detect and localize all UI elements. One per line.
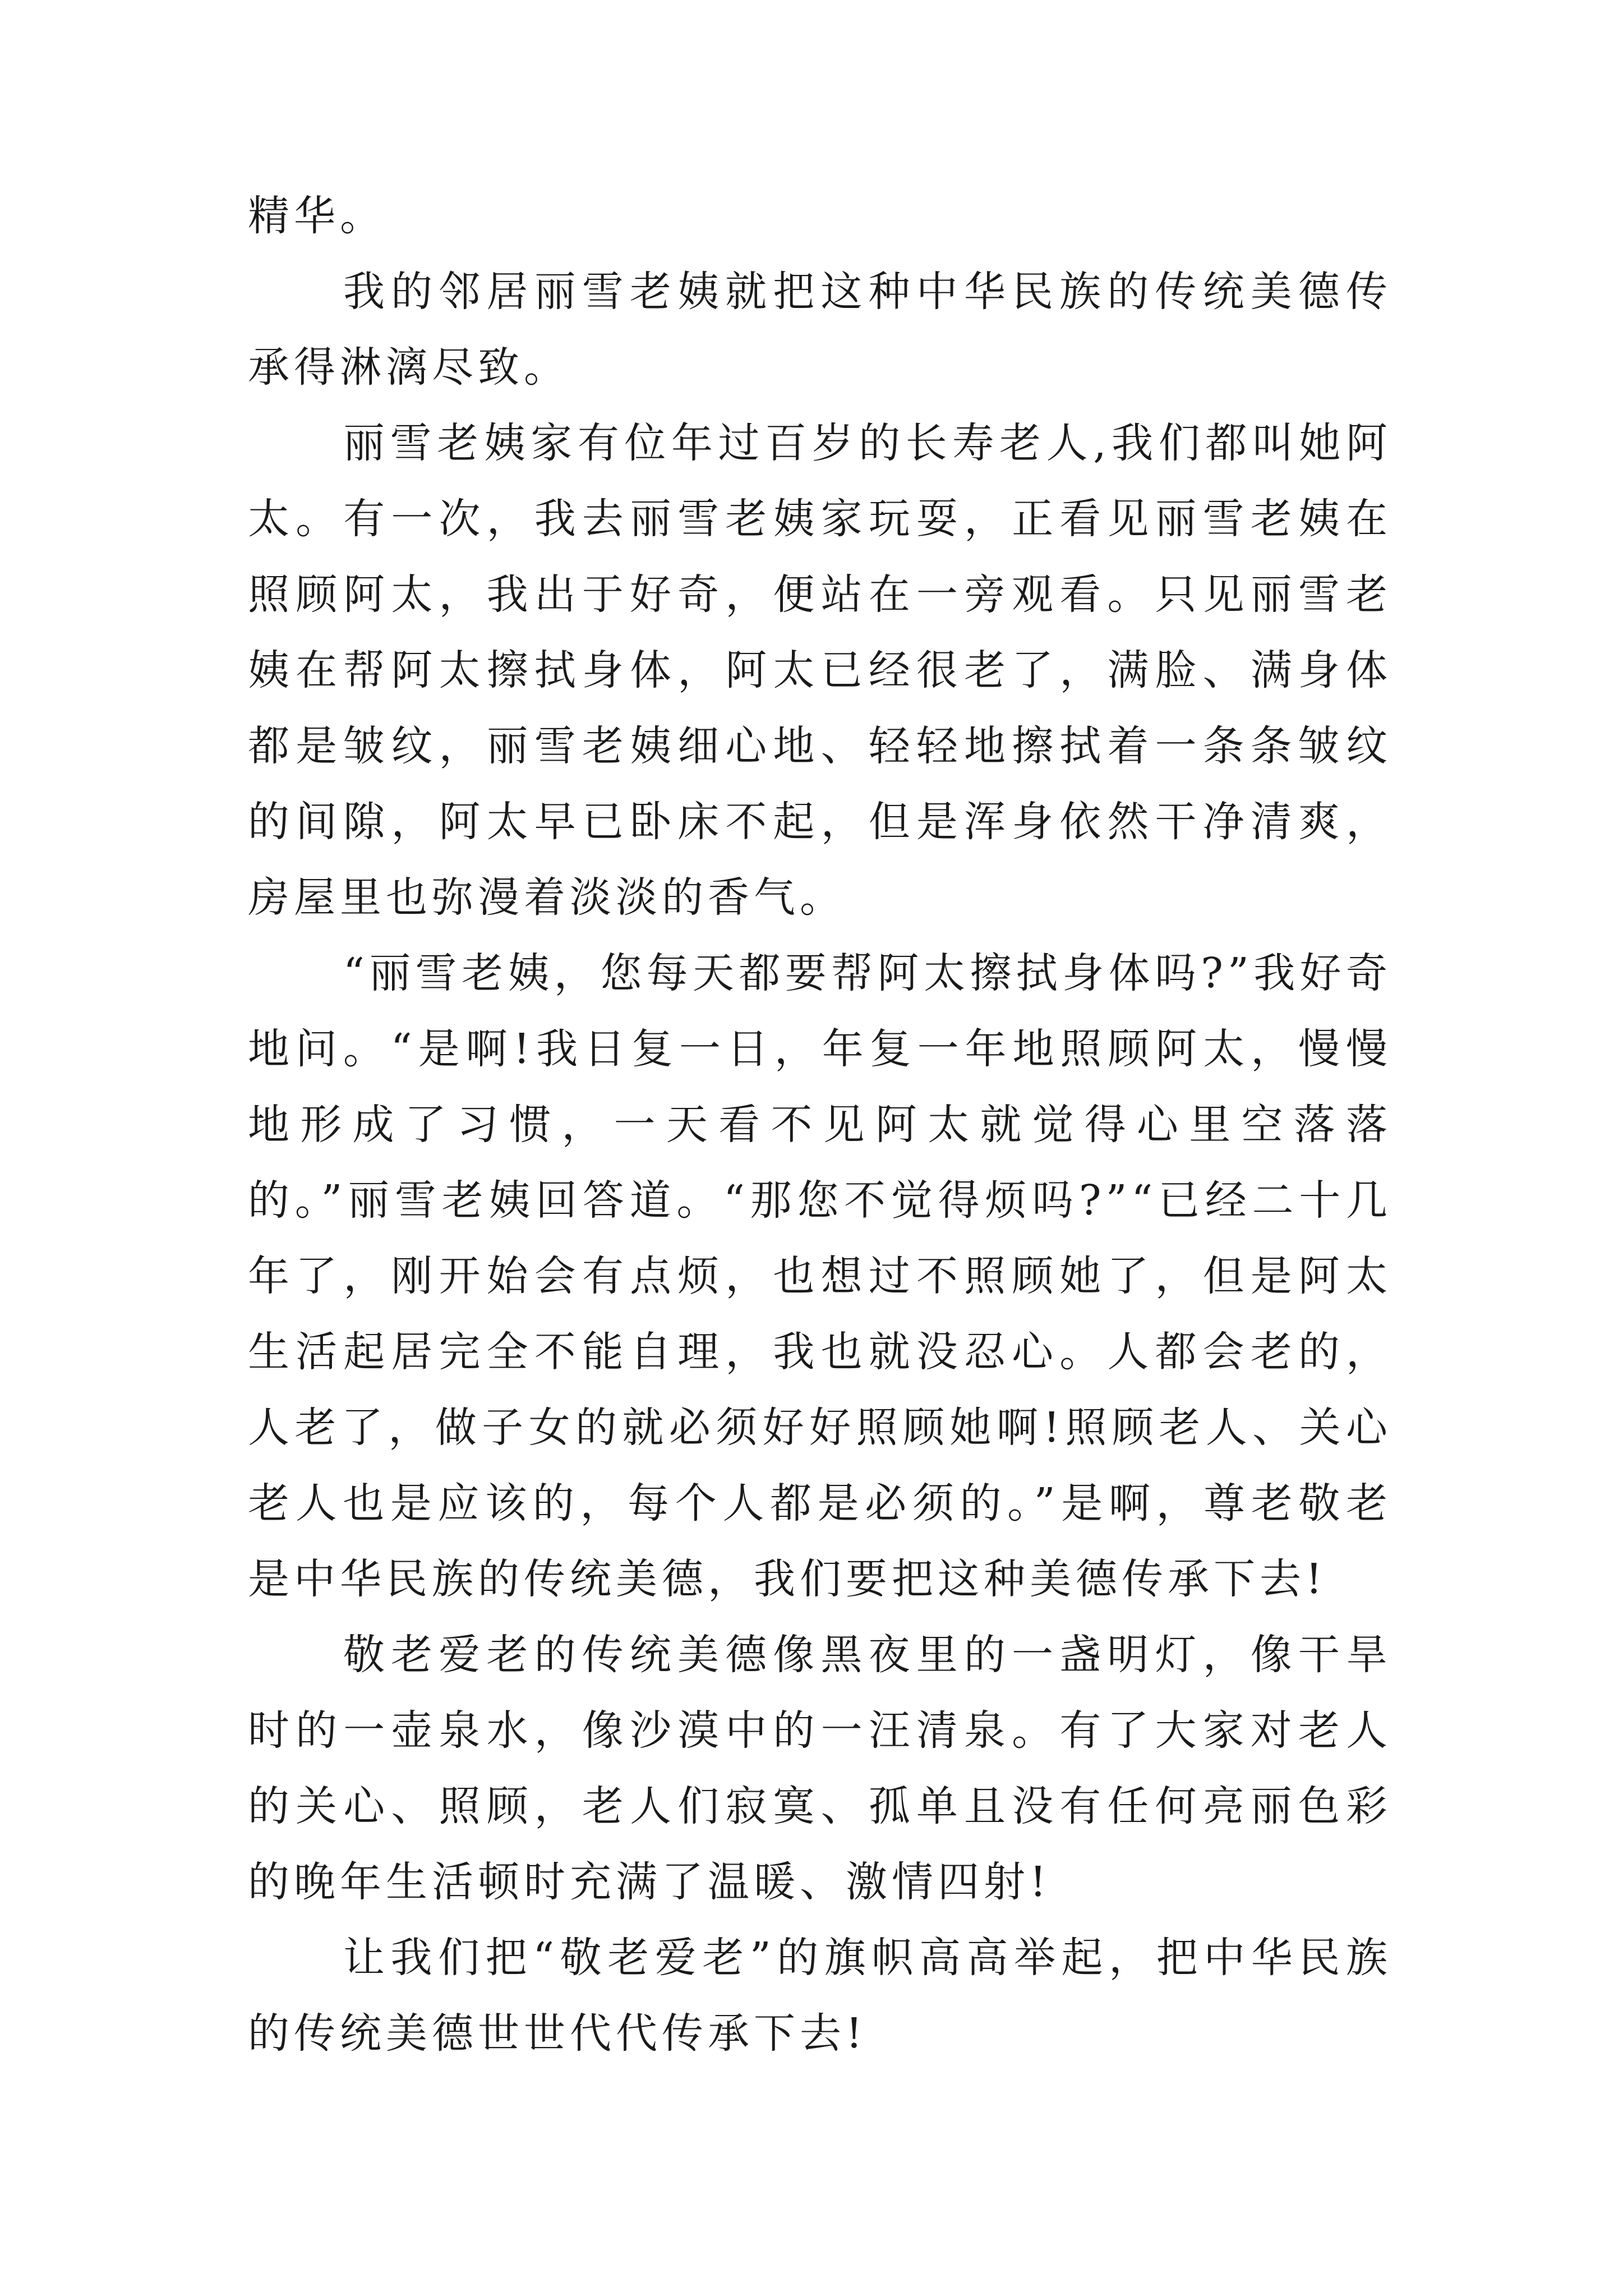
- paragraph: 敬老爱老的传统美德像黑夜里的一盏明灯，像干旱时的一壶泉水，像沙漠中的一汪清泉。有了大家对老人的关心、照顾，老人们寂寞、孤单且没有任何亮丽色彩的晚年生活顿时充满了温暖、激情四射!: [248, 1631, 1392, 1906]
- paragraph: 丽雪老姨家有位年过百岁的长寿老人,我们都叫她阿太。有一次，我去丽雪老姨家玩耍，正看见丽雪老姨在照顾阿太，我出于好奇，便站在一旁观看。只见丽雪老姨在帮阿太擦拭身体，阿太已经很老了，满脸、满身体都是皱纹，丽雪老姨细心地、轻轻地擦拭着一条条皱纹的间隙，阿太早已卧床不起，但是浑身依然干净清爽，房屋里也弥漫着淡淡的香气。: [248, 419, 1392, 922]
- paragraph: 让我们把“敬老爱老”的旗帜高高举起，把中华民族的传统美德世世代代传承下去!: [248, 1934, 1392, 2058]
- paragraph: 我的邻居丽雪老姨就把这种中华民族的传统美德传承得淋漓尽致。: [248, 268, 1392, 392]
- paragraph: 精华。: [248, 192, 386, 240]
- body-text: [248, 178, 1392, 2072]
- paragraph: “丽雪老姨，您每天都要帮阿太擦拭身体吗?”我好奇地问。“是啊!我日复一日，年复一年地照顾阿太，慢慢地形成了习惯，一天看不见阿太就觉得心里空落落的。”丽雪老姨回答道。“那您不觉得烦吗?”“已经二十几年了，刚开始会有点烦，也想过不照顾她了，但是阿太生活起居完全不能自理，我也就没忍心。人都会老的，人老了，做子女的就必须好好照顾她啊!照顾老人、关心老人也是应该的，每个人都是必须的。”是啊，尊老敬老是中华民族的传统美德，我们要把这种美德传承下去!: [248, 949, 1392, 1603]
